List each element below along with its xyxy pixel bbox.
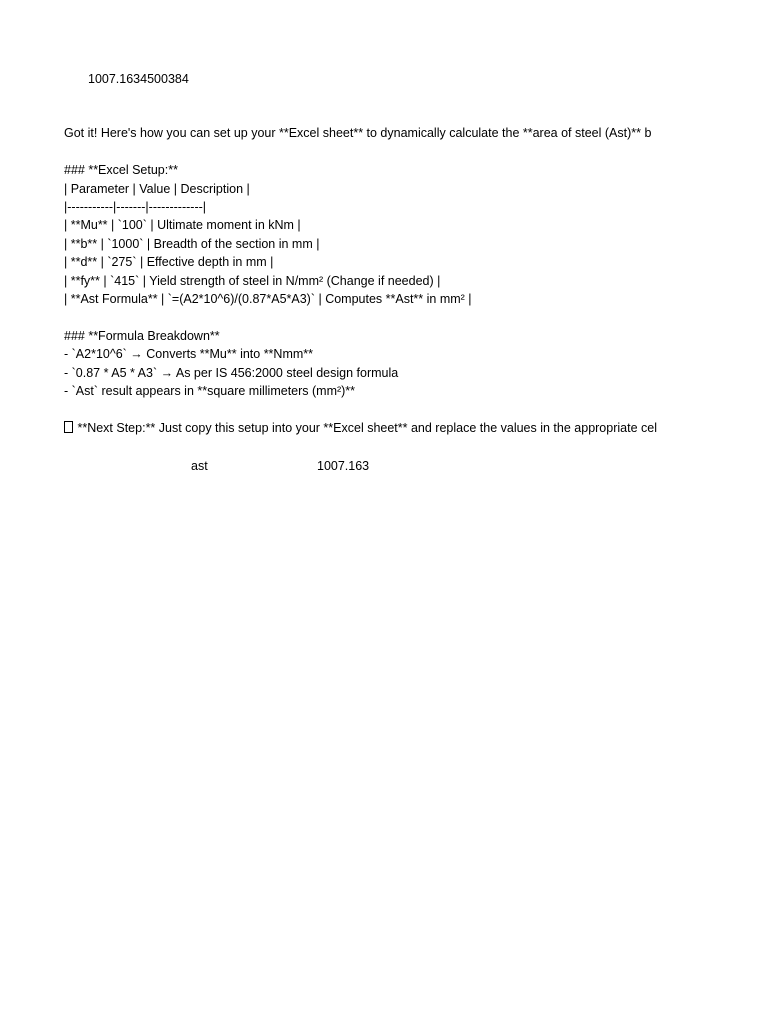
cell-ast-value[interactable]: 1007.163 <box>317 459 370 473</box>
cell-row-ast-formula[interactable]: | **Ast Formula** | `=(A2*10^6)/(0.87*A5*A3)` | Computes **Ast** in mm² | <box>64 292 472 306</box>
cell-ast-label[interactable]: ast <box>191 459 208 473</box>
cell-row-fy[interactable]: | **fy** | `415` | Yield strength of steel in N/mm² (Change if needed) | <box>64 274 441 288</box>
cell-intro-text[interactable]: Got it! Here's how you can set up your **Excel sheet** to dynamically calculate the **area of steel (Ast)** b <box>64 126 652 140</box>
cell-ast-result-full[interactable]: 1007.1634500384 <box>88 72 189 86</box>
cell-row-d[interactable]: | **d** | `275` | Effective depth in mm | <box>64 255 274 269</box>
cell-breakdown-item-2[interactable]: - `0.87 * A5 * A3` → As per IS 456:2000 steel design formula <box>64 366 399 380</box>
cell-row-b[interactable]: | **b** | `1000` | Breadth of the section in mm | <box>64 237 320 251</box>
cell-formula-breakdown-heading[interactable]: ### **Formula Breakdown** <box>64 329 220 343</box>
cell-breakdown-item-3[interactable]: - `Ast` result appears in **square millimeters (mm²)** <box>64 384 356 398</box>
cell-next-step[interactable] <box>64 419 754 437</box>
missing-glyph-icon <box>64 421 73 433</box>
cell-table-header[interactable]: | Parameter | Value | Description | <box>64 182 250 196</box>
cell-breakdown-item-1[interactable]: - `A2*10^6` → Converts **Mu** into **Nmm** <box>64 347 314 361</box>
cell-table-separator[interactable]: |-----------|-------|-------------| <box>64 200 207 214</box>
cell-excel-setup-heading[interactable]: ### **Excel Setup:** <box>64 163 178 177</box>
cell-row-mu[interactable]: | **Mu** | `100` | Ultimate moment in kNm | <box>64 218 301 232</box>
cell-next-step-text: **Next Step:** Just copy this setup into your **Excel sheet** and replace the values in the appropriate cel <box>74 421 657 435</box>
